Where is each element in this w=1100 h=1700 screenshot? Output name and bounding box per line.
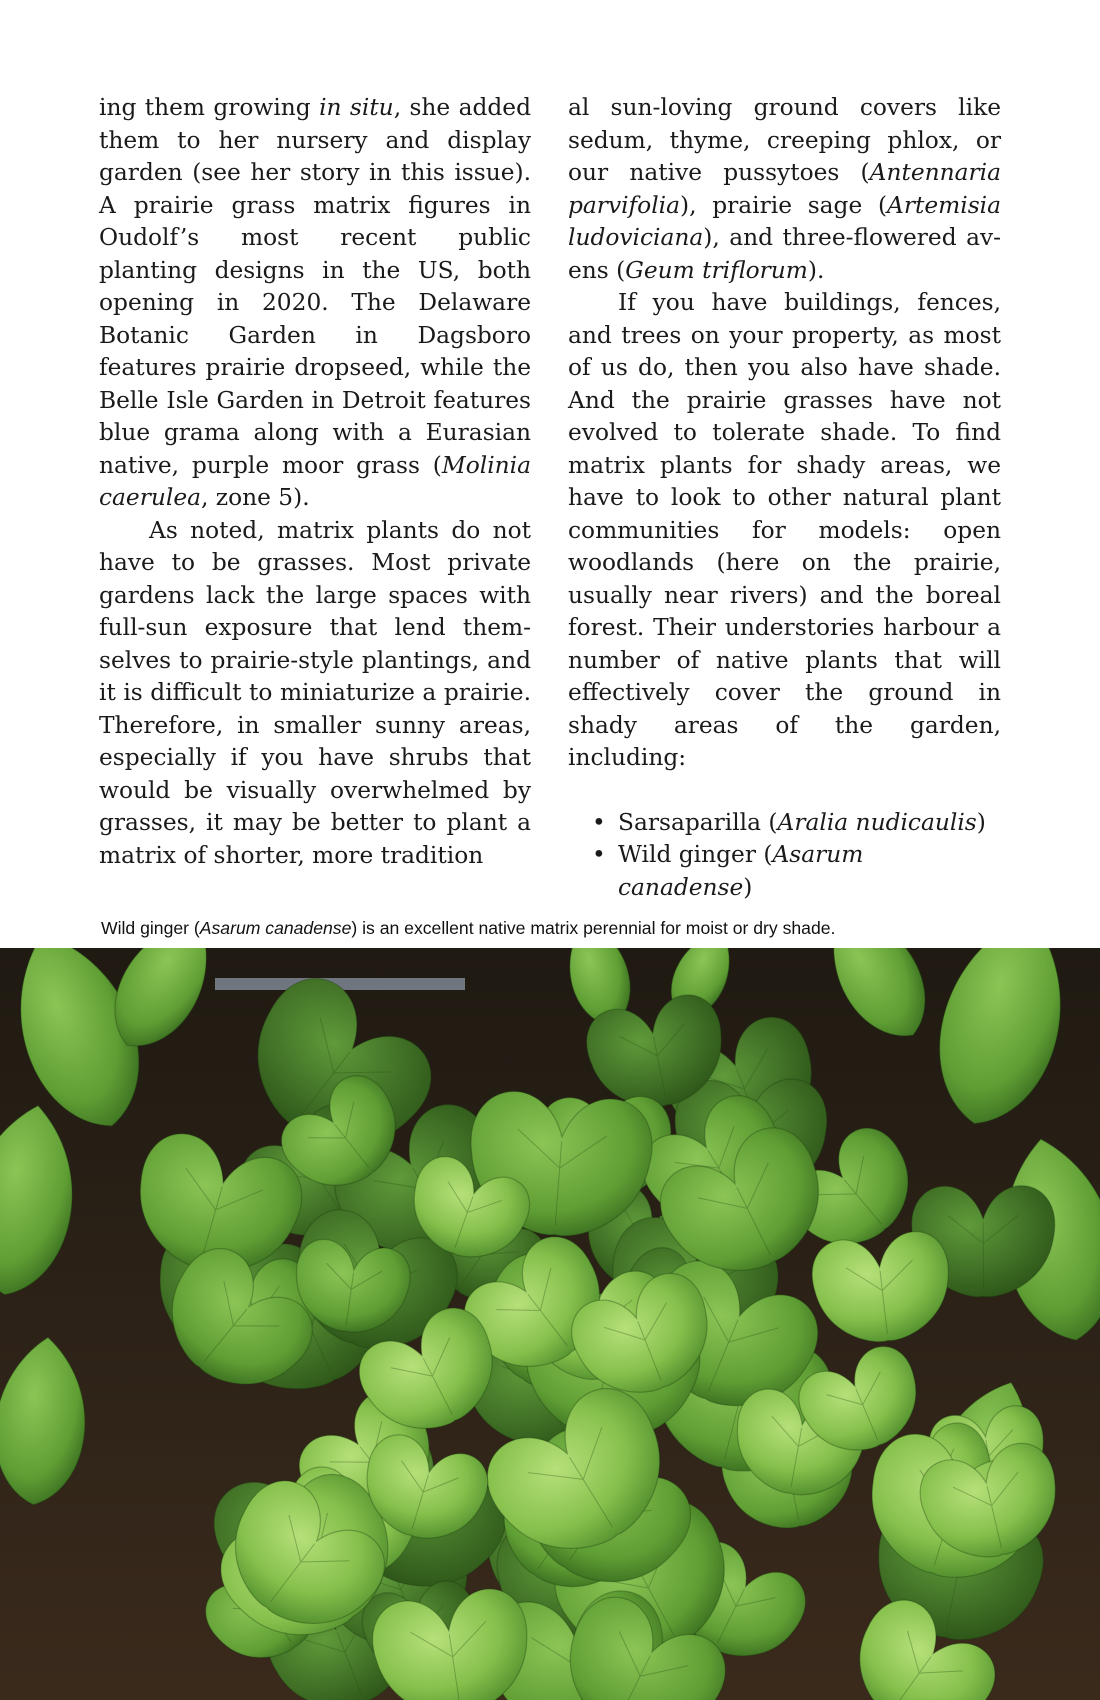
right-column: [568, 92, 1001, 904]
figure-caption: [101, 918, 1081, 939]
list-item: [592, 839, 868, 904]
text-run: ): [743, 873, 753, 901]
common-name: Sarsaparilla (: [618, 808, 778, 836]
text-run: Wild ginger (: [101, 918, 200, 938]
right-paragraph-1: [568, 92, 1001, 287]
text-run: , she added them to her nursery and display garden (see her story in this issue). A prairie grass matrix figures in Oudolf’s most recent public planting designs in the US, both opening in 2020. The Delaware Botanic Garden in Dagsboro features prairie dropseed, while the Belle Isle Garden in Detroit features blue grama along with a Eurasian native, purple moor grass (: [99, 94, 531, 479]
list-item: [592, 807, 1001, 840]
right-paragraph-2: If you have buildings, fences, and trees on your property, as most of us do, then you also have shade. And the prairie grasses have not evolved to tolerate shade. To find matrix plants for shady areas, we have to look to other natural plant communities for models: open woodlands (here on the prairie, usually near rivers) and the boreal forest. Their understories harbour a number of native plants that will effectively cover the ground in shady areas of the garden, including:: [568, 289, 1001, 771]
left-paragraph-2: As noted, matrix plants do not have to be grasses. Most private gardens lack the large spaces with full-sun exposure that lend themselves to prairie-style plantings, and it is difficult to miniaturize a prairie. Therefore, in smaller sunny areas, especially if you have shrubs that would be visually overwhelmed by grasses, it may be better to plant a matrix of shorter, more tradition: [99, 516, 531, 869]
latin-name: Aralia nudicaulis: [777, 808, 977, 836]
text-run: ing them growing: [99, 94, 320, 121]
bullet-icon: •: [592, 841, 606, 868]
italic-term: Artemisia ludoviciana: [568, 191, 1001, 251]
left-paragraph-1: [99, 92, 531, 515]
text-run: , zone 5).: [201, 484, 310, 511]
italic-term: Antennaria parvifolia: [568, 159, 1001, 219]
common-name: Wild ginger (: [618, 841, 773, 868]
plant-list: [568, 807, 1001, 905]
latin-name: Asarum canadense: [618, 841, 864, 901]
text-run: ).: [807, 256, 825, 284]
italic-term: Asarum canadense: [199, 918, 352, 938]
italic-term: in situ: [319, 94, 394, 121]
leaf-illustration: [0, 948, 1100, 1700]
wild-ginger-photo: [0, 948, 1100, 1700]
left-column: [99, 92, 531, 872]
text-run: ): [976, 808, 986, 836]
italic-term: Geum triflorum: [625, 256, 808, 284]
text-run: ) is an excellent native matrix perennial for moist or dry shade.: [351, 918, 836, 938]
bullet-icon: •: [592, 808, 606, 836]
italic-term: Molinia caerulea: [99, 451, 531, 511]
text-run: ), and three-flowered avens (: [568, 224, 1001, 284]
text-run: ), prairie sage (: [680, 191, 888, 219]
text-run: al sun-loving ground covers like sedum, thyme, creeping phlox, or our native pussytoes (: [568, 94, 1001, 186]
